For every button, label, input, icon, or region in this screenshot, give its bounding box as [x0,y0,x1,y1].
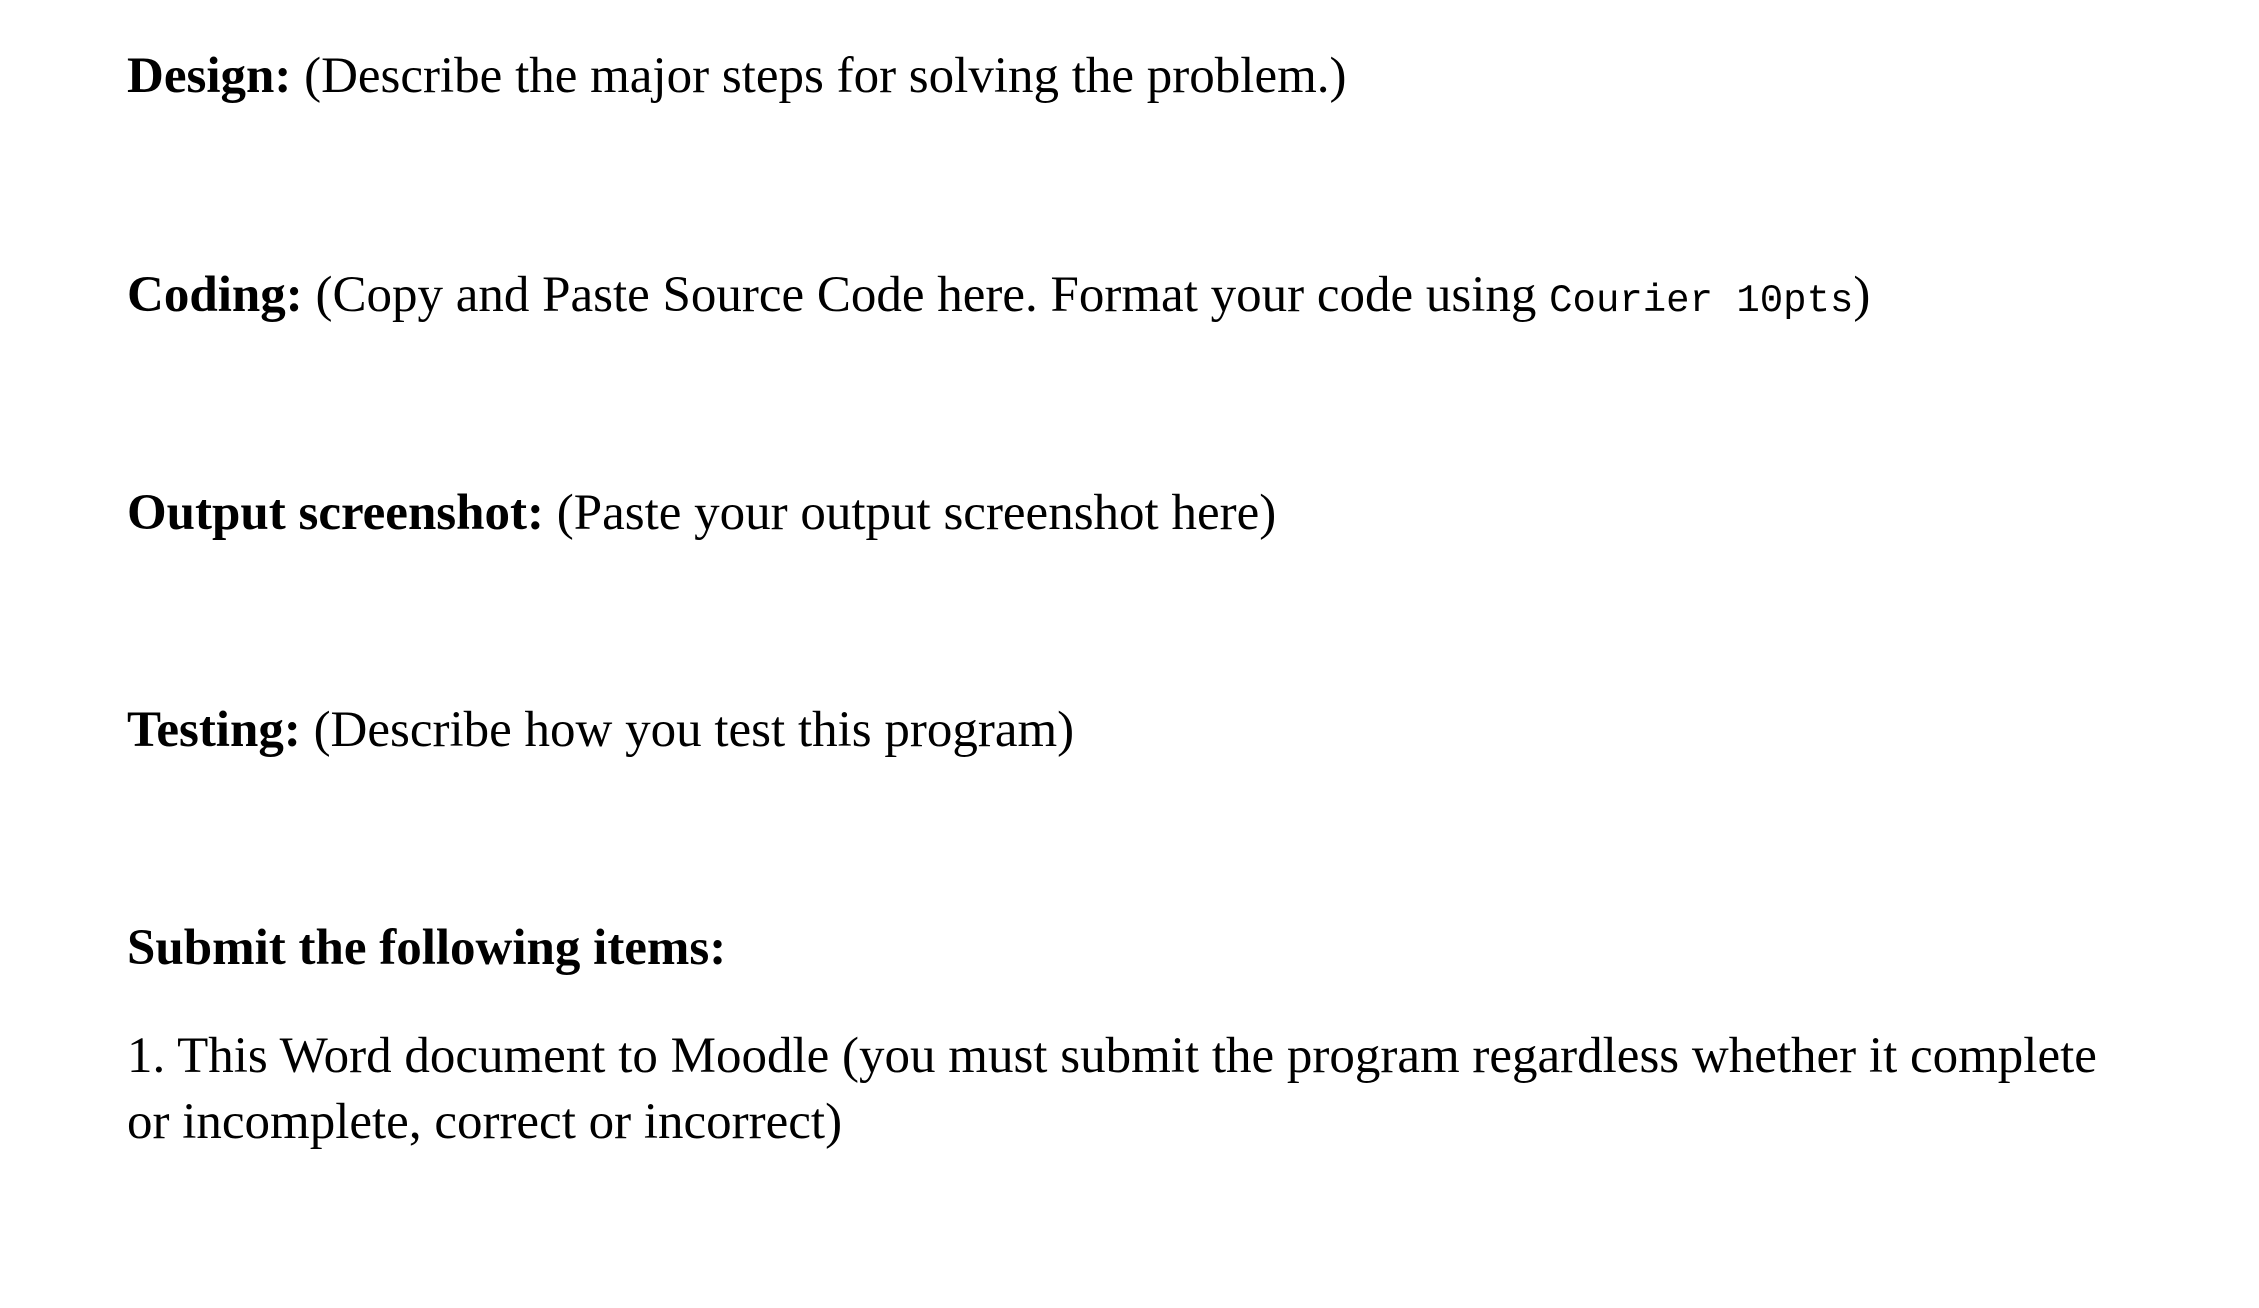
submit-item: 1. This Word document to Moodle (you must submit the program regardless whether it complete or incomplete, correct or incorrect) [127,1028,2097,1150]
design-label: Design: [127,48,292,104]
testing-instruction: (Describe how you test this program) [300,702,1075,758]
output-label: Output screenshot: [127,485,544,541]
submit-heading [127,915,726,981]
output-instruction: (Paste your output screenshot here) [544,485,1277,541]
design-instruction: (Describe the major steps for solving the problem.) [291,48,1347,104]
coding-instruction: (Copy and Paste Source Code here. Format your code using [302,267,1550,323]
design-section [127,43,1346,109]
code-font-sample: Courier 10pts [1549,279,1854,323]
coding-instruction-end: ) [1853,267,1871,323]
testing-label: Testing: [127,702,301,758]
coding-label: Coding: [127,267,303,323]
submit-heading-text: Submit the following items: [127,920,727,976]
coding-section [127,262,1870,334]
testing-section [127,697,1074,763]
output-section [127,480,1276,546]
